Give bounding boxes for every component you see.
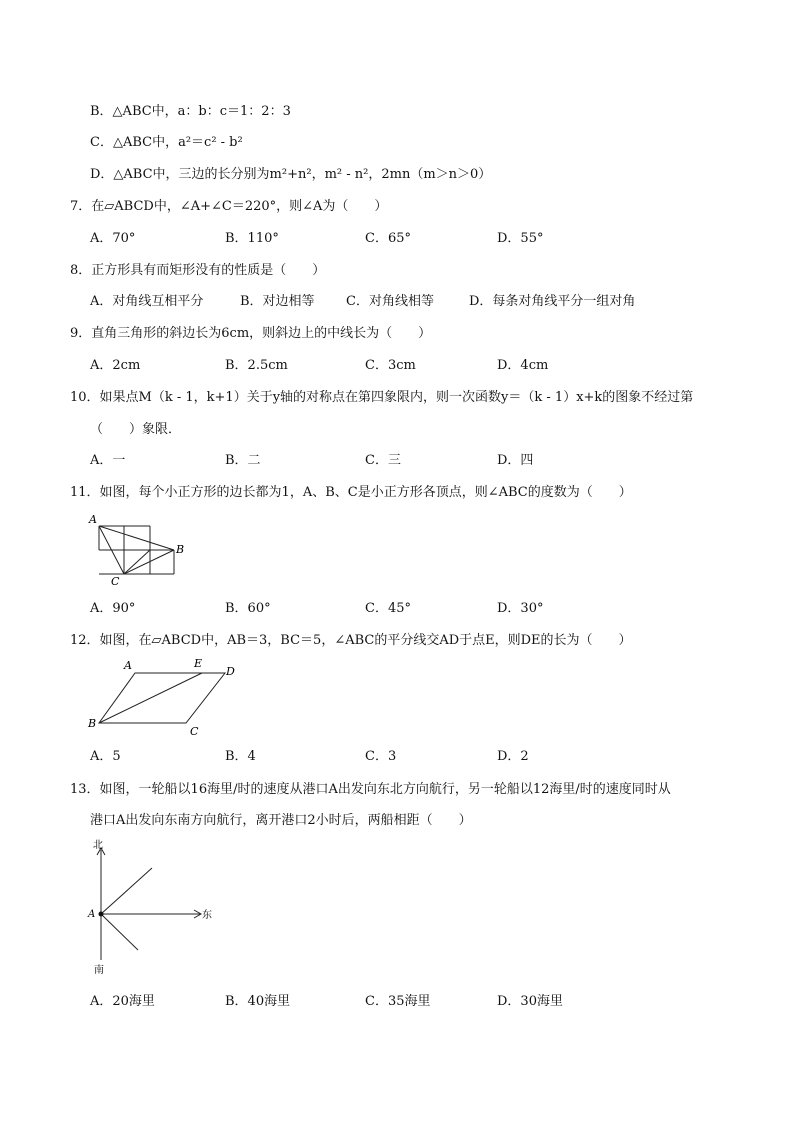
q12-stem: 12．如图，在▱ABCD中，AB＝3，BC＝5，∠ABC的平分线交AD于点E，则DE的长为（ ） xyxy=(70,633,632,648)
q12-label-a: A xyxy=(124,659,132,672)
q7-option-c: C．65° xyxy=(365,231,411,246)
q7-option-b: B．110° xyxy=(225,231,279,246)
q11-option-d: D．30° xyxy=(497,601,544,616)
q6-option-b: B．△ABC中，a：b：c＝1：2：3 xyxy=(90,104,291,119)
q9-stem: 9．直角三角形的斜边长为6cm，则斜边上的中线长为（ ） xyxy=(70,326,432,341)
q12-option-c: C．3 xyxy=(365,749,397,764)
q7-stem: 7．在▱ABCD中，∠A+∠C＝220°，则∠A为（ ） xyxy=(70,199,388,214)
q8-option-c: C．对角线相等 xyxy=(346,294,434,309)
q13-label-south: 南 xyxy=(94,965,104,976)
q10-option-c: C．三 xyxy=(365,453,401,468)
q11-grid-figure xyxy=(84,510,194,588)
q11-option-b: B．60° xyxy=(225,601,271,616)
q8-option-a: A．对角线互相平分 xyxy=(90,294,204,309)
q10-stem-continued: （ ）象限． xyxy=(90,422,182,437)
q12-option-b: B．4 xyxy=(225,749,256,764)
q11-option-c: C．45° xyxy=(365,601,411,616)
q10-stem: 10．如果点M（k - 1，k+1）关于y轴的对称点在第四象限内，则一次函数y＝（k - 1）x+k的图象不经过第 xyxy=(70,390,694,405)
q8-option-b: B．对边相等 xyxy=(240,294,315,309)
q12-label-e: E xyxy=(194,657,203,670)
q13-option-b: B．40海里 xyxy=(225,994,291,1009)
q13-label-north: 北 xyxy=(93,840,103,851)
q9-option-b: B．2.5cm xyxy=(225,358,288,373)
q13-compass-figure xyxy=(84,838,224,978)
q12-label-d: D xyxy=(226,665,235,678)
q7-option-d: D．55° xyxy=(497,231,544,246)
q13-stem: 13．如图，一轮船以16海里/时的速度从港口A出发向东北方向航行，另一轮船以12海里/时的速度同时从 xyxy=(70,782,671,797)
q9-option-d: D．4cm xyxy=(497,358,549,373)
q11-stem: 11．如图，每个小正方形的边长都为1，A、B、C是小正方形各顶点，则∠ABC的度数为（ ） xyxy=(70,485,632,500)
q8-option-d: D．每条对角线平分一组对角 xyxy=(469,294,636,309)
q13-option-a: A．20海里 xyxy=(90,994,155,1009)
q9-option-c: C．3cm xyxy=(365,358,416,373)
q11-option-a: A．90° xyxy=(90,601,136,616)
q11-label-b: B xyxy=(176,543,185,556)
q12-option-d: D．2 xyxy=(497,749,529,764)
q10-option-d: D．四 xyxy=(497,453,534,468)
q13-label-east: 东 xyxy=(202,910,212,921)
q12-label-c: C xyxy=(190,725,199,738)
q7-option-a: A．70° xyxy=(90,231,136,246)
q10-option-a: A．一 xyxy=(90,453,126,468)
q13-stem-continued: 港口A出发向东南方向航行，离开港口2小时后，两船相距（ ） xyxy=(90,813,472,828)
q6-option-d: D．△ABC中，三边的长分别为m²+n²，m² - n²，2mn（m＞n＞0） xyxy=(90,167,492,182)
q12-option-a: A．5 xyxy=(90,749,121,764)
q8-stem: 8．正方形具有而矩形没有的性质是（ ） xyxy=(70,263,326,278)
q11-label-a: A xyxy=(89,513,97,526)
q13-option-d: D．30海里 xyxy=(497,994,563,1009)
q13-label-a: A xyxy=(88,909,96,920)
q12-label-b: B xyxy=(88,717,97,730)
q10-option-b: B．二 xyxy=(225,453,261,468)
q12-parallelogram-figure xyxy=(84,655,244,740)
q9-option-a: A．2cm xyxy=(90,358,141,373)
q6-option-c: C．△ABC中，a²＝c² - b² xyxy=(90,135,243,150)
q11-label-c: C xyxy=(111,575,120,588)
q13-option-c: C．35海里 xyxy=(365,994,431,1009)
